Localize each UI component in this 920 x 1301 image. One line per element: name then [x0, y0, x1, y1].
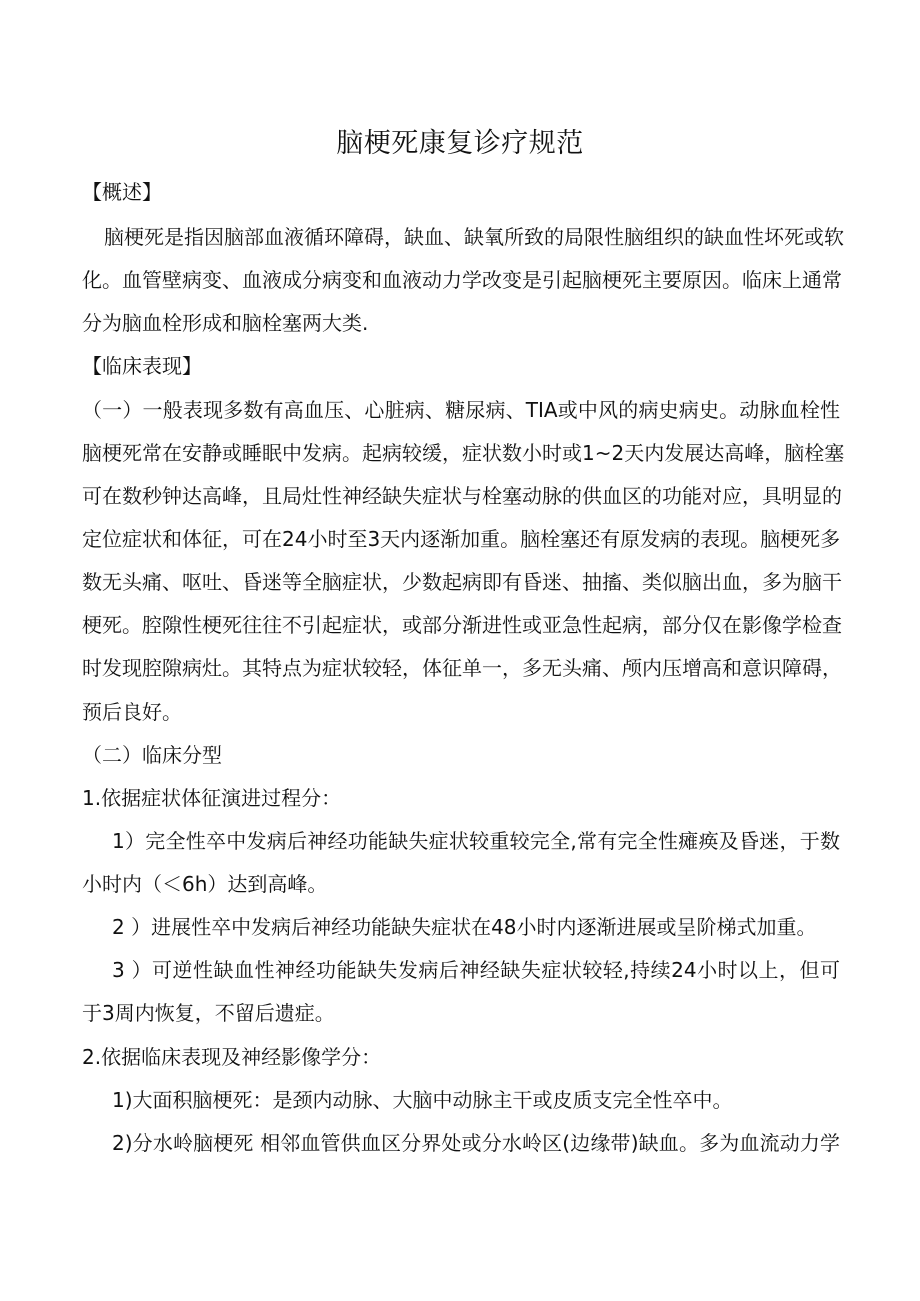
overview-line-3: 分为脑血栓形成和脑栓塞两大类. — [82, 311, 369, 335]
overview-line-1: 脑梗死是指因脑部血液循环障碍，缺血、缺氧所致的局限性脑组织的缺血性坏死或软 — [104, 225, 844, 249]
section-heading-overview: 【概述】 — [82, 180, 162, 204]
classification-one-item-3-line-2: 于3周内恢复，不留后遗症。 — [82, 1001, 335, 1025]
clinical-paragraph-line-2: 脑梗死常在安静或睡眠中发病。起病较缓，症状数小时或1~2天内发展达高峰，脑栓塞 — [82, 441, 845, 465]
clinical-paragraph-line-4: 定位症状和体征，可在24小时至3天内逐渐加重。脑栓塞还有原发病的表现。脑梗死多 — [82, 527, 841, 551]
clinical-paragraph-line-7: 时发现腔隙病灶。其特点为症状较轻，体征单一，多无头痛、颅内压增高和意识障碍， — [82, 656, 842, 680]
clinical-paragraph-line-5: 数无头痛、呕吐、昏迷等全脑症状，少数起病即有昏迷、抽搐、类似脑出血，多为脑干 — [82, 570, 842, 594]
classification-two-item-1: 1)大面积脑梗死：是颈内动脉、大脑中动脉主干或皮质支完全性卒中。 — [112, 1088, 733, 1112]
clinical-paragraph-line-6: 梗死。腔隙性梗死往往不引起症状，或部分渐进性或亚急性起病，部分仅在影像学检查 — [82, 613, 842, 637]
clinical-paragraph-line-8: 预后良好。 — [82, 700, 182, 724]
section-heading-clinical: 【临床表现】 — [82, 354, 202, 378]
overview-line-2: 化。血管壁病变、血液成分病变和血液动力学改变是引起脑梗死主要原因。临床上通常 — [82, 268, 842, 292]
classification-one-item-3-line-1: 3 ）可逆性缺血性神经功能缺失发病后神经缺失症状较轻,持续24小时以上，但可 — [112, 958, 840, 982]
classification-two-heading: 2.依据临床表现及神经影像学分： — [82, 1045, 382, 1069]
clinical-paragraph-line-3: 可在数秒钟达高峰，且局灶性神经缺失症状与栓塞动脉的供血区的功能对应，具明显的 — [82, 484, 842, 508]
classification-one-item-1-line-2: 小时内（＜6h）达到高峰。 — [82, 872, 328, 896]
classification-one-item-1-line-1: 1）完全性卒中发病后神经功能缺失症状较重较完全,常有完全性瘫痪及昏迷，于数 — [112, 829, 840, 853]
classification-one-item-2: 2 ）进展性卒中发病后神经功能缺失症状在48小时内逐渐进展或呈阶梯式加重。 — [112, 915, 817, 939]
classification-one-heading: 1.依据症状体征演进过程分： — [82, 786, 342, 810]
subheading-clinical-classification: （二）临床分型 — [82, 743, 222, 767]
classification-two-item-2: 2)分水岭脑梗死 相邻血管供血区分界处或分水岭区(边缘带)缺血。多为血流动力学 — [112, 1131, 840, 1155]
clinical-paragraph-line-1: （一）一般表现多数有高血压、心脏病、糖尿病、TIA或中风的病史病史。动脉血栓性 — [82, 398, 840, 422]
page-title: 脑梗死康复诊疗规范 — [336, 128, 584, 159]
